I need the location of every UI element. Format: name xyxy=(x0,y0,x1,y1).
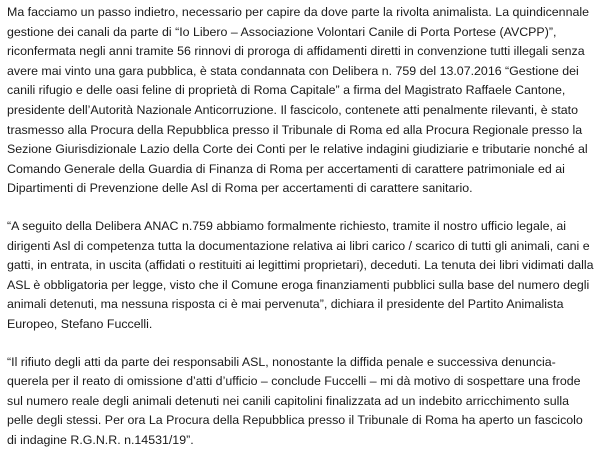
article-paragraph: Ma facciamo un passo indietro, necessario per capire da dove parte la rivolta animalista. La quindicennale gestione dei canali da parte di “Io Libero – Associazione Volontari Canile di Porta Portese (AVCPP)”, riconfermata negli anni tramite 56 rinnovi di proroga di affidamenti diretti in convenzione tutti illegali senza avere mai vinto una gara pubblica, è stata condannata con Delibera n. 759 del 13.07.2016 “Gestione dei canili rifugio e delle oasi feline di proprietà di Roma Capitale” a firma del Magistrato Raffaele Cantone, presidente dell’Autorità Nazionale Anticorruzione. Il fascicolo, contenete atti penalmente rilevanti, è stato trasmesso alla Procura della Repubblica presso il Tribunale di Roma ed alla Procura Regionale presso la Sezione Giurisdizionale Lazio della Corte dei Conti per le relative indagini giudiziarie e tributarie nonché al Comando Generale della Guardia di Finanza di Roma per accertamenti di carattere patrimoniale ed ai Dipartimenti di Prevenzione delle Asl di Roma per accertamenti di carattere sanitario. xyxy=(7,5,590,196)
article-paragraph: “A seguito della Delibera ANAC n.759 abbiamo formalmente richiesto, tramite il nostro ufficio legale, ai dirigenti Asl di competenza tutta la documentazione relativa ai libri carico / scarico di tutti gli animali, cani e gatti, in entrata, in uscita (affidati o restituiti ai legittimi proprietari), deceduti. La tenuta dei libri vidimati dalla ASL è obbligatoria per legge, visto che il Comune eroga finanziamenti pubblici sulla base del numero degli animali detenuti, ma nessuna risposta ci è mai pervenuta”, dichiara il presidente del Partito Animalista Europeo, Stefano Fuccelli. xyxy=(7,218,594,331)
article-paragraph: “Il rifiuto degli atti da parte dei responsabili ASL, nonostante la diffida penale e successiva denuncia-querela per il reato di omissione d’atti d’ufficio – conclude Fuccelli – mi dà motivo di sospettare una frode sul numero reale degli animali detenuti nei canili capitolini finalizzata ad un indebito arricchimento sulla pelle degli stessi. Per ora La Procura della Repubblica presso il Tribunale di Roma ha aperto un fascicolo di indagine R.G.N.R. n.14531/19”. xyxy=(7,354,583,447)
